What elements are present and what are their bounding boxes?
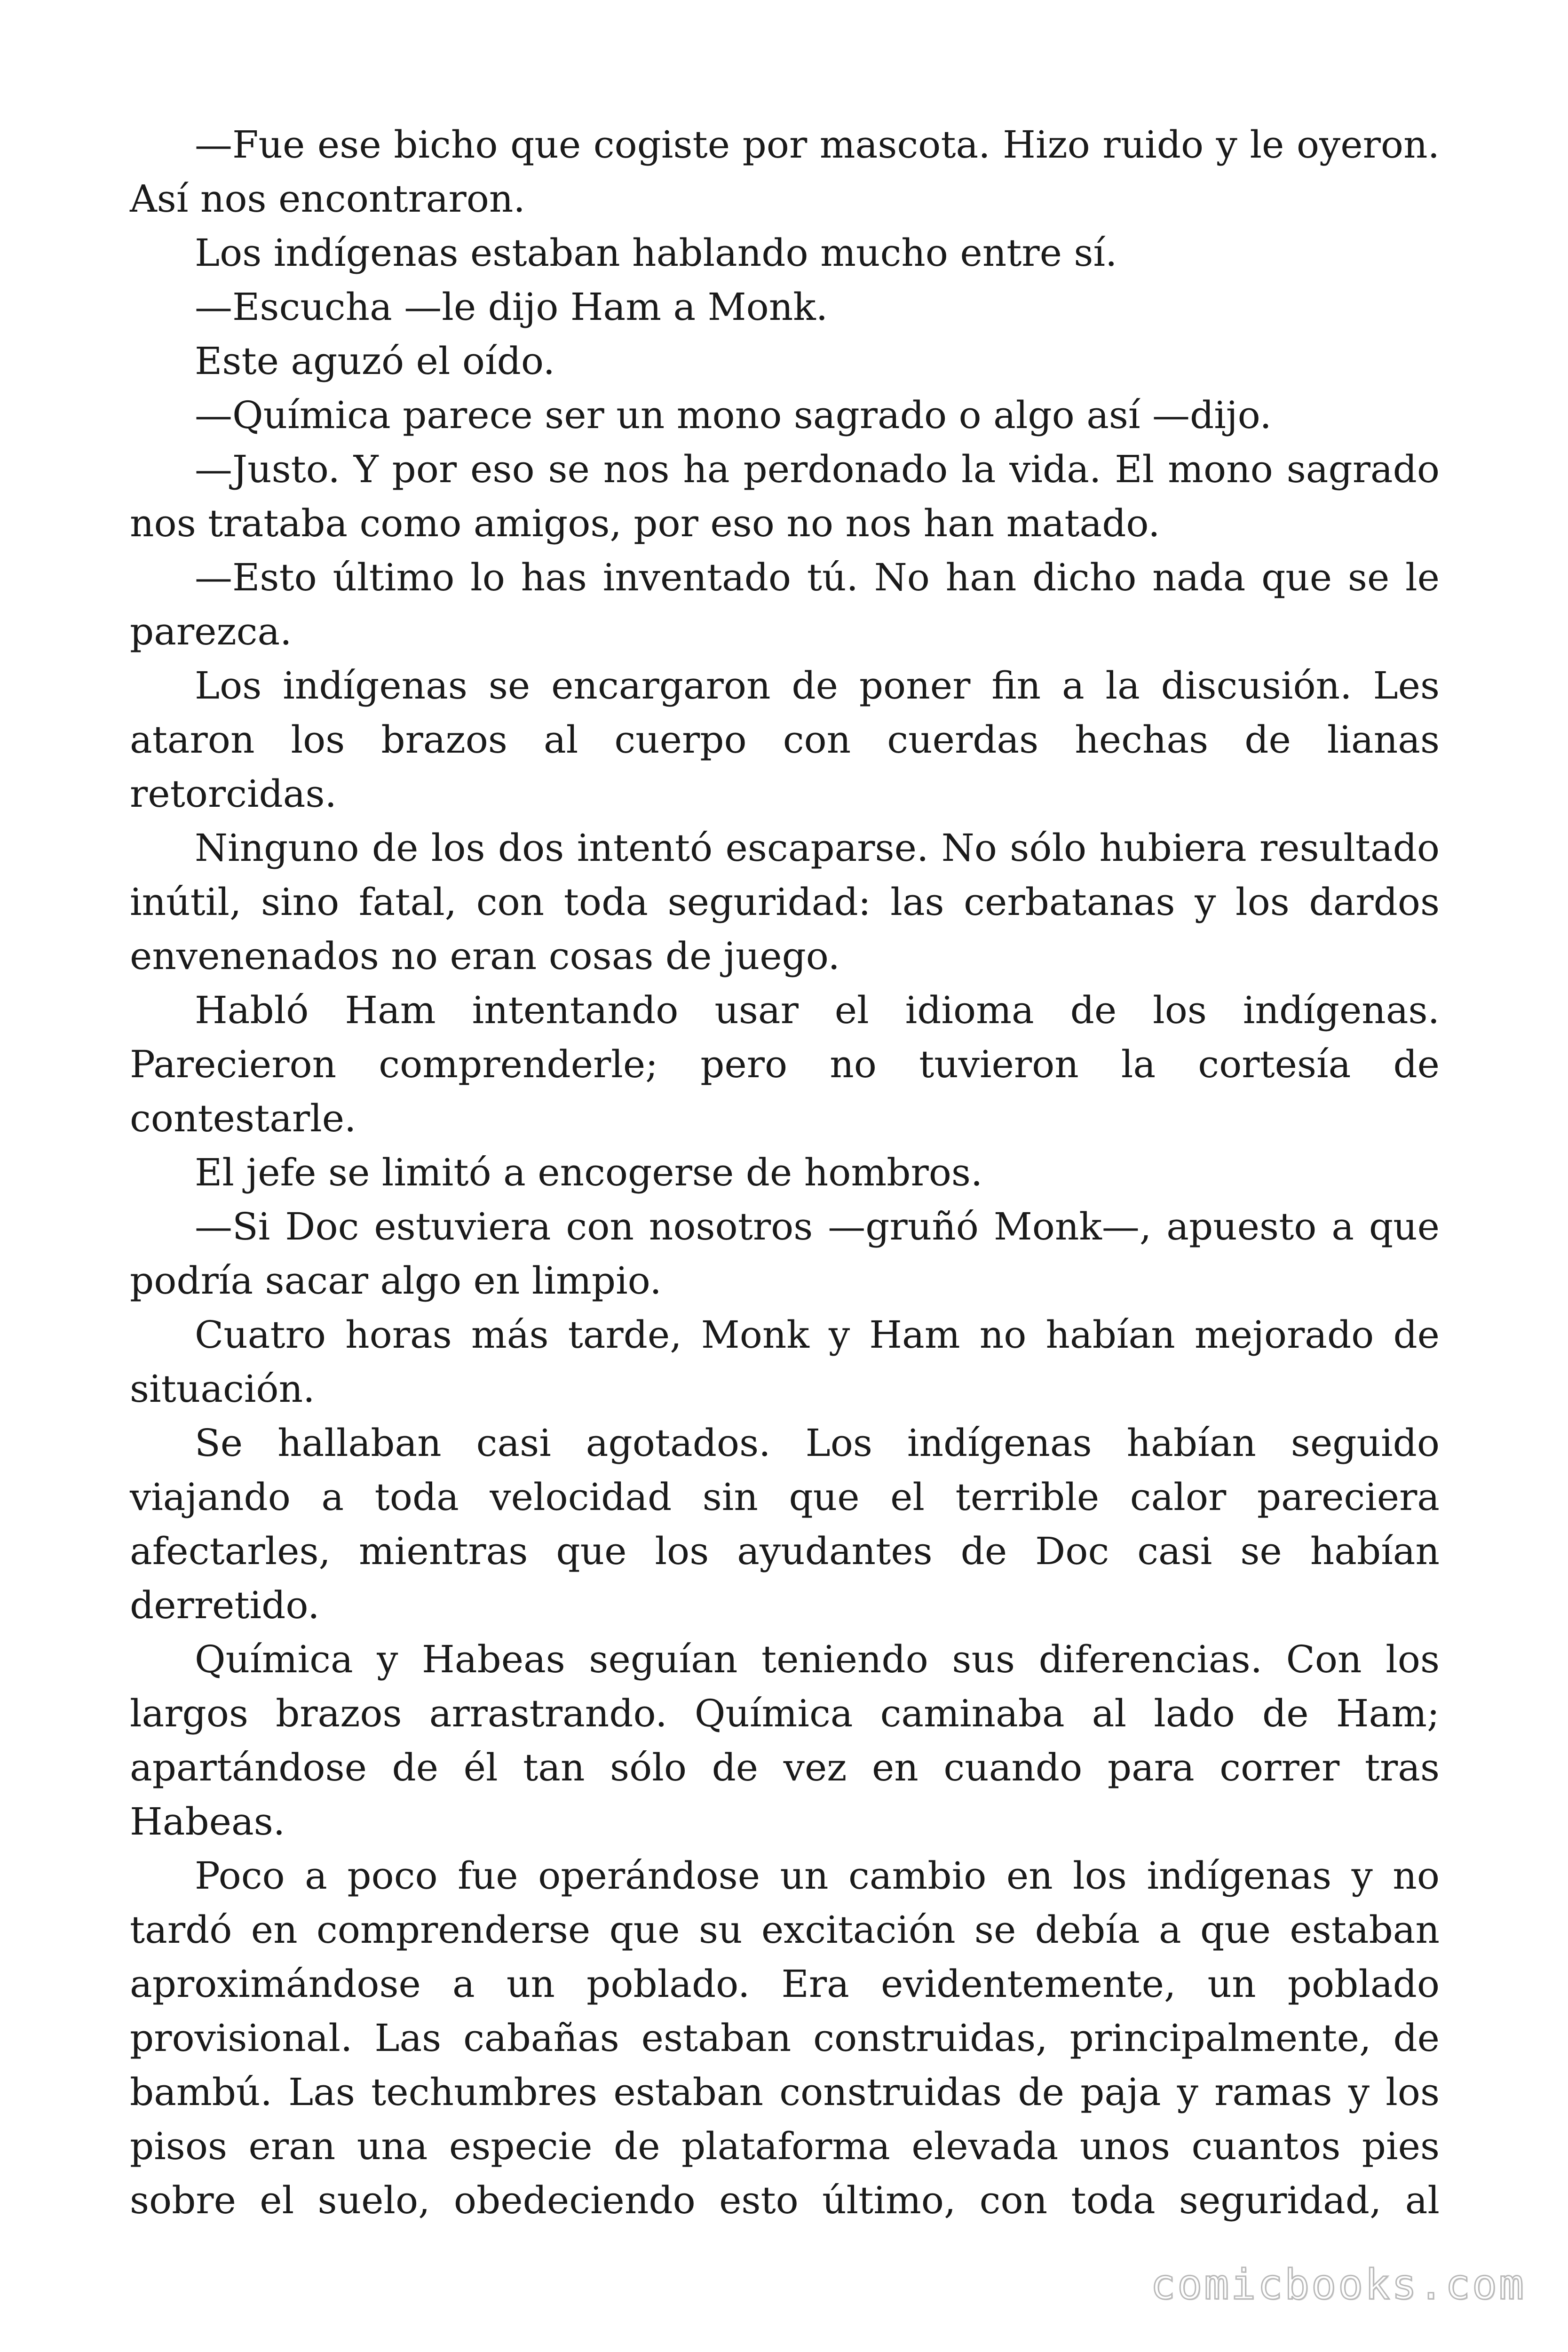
paragraph: —Química parece ser un mono sagrado o algo así —dijo. xyxy=(195,393,1272,437)
paragraph: —Escucha —le dijo Ham a Monk. xyxy=(195,285,828,329)
paragraph: Se hallaban casi agotados. Los indígenas habían seguido viajando a toda velocidad sin que el terrible calor pareciera afectarles, mientras que los ayudantes de Doc casi se habían derretido. xyxy=(130,1421,1440,1627)
paragraph: —Justo. Y por eso se nos ha perdonado la vida. El mono sagrado nos trataba como amigos, por eso no nos han matado. xyxy=(130,447,1440,545)
paragraph: —Si Doc estuviera con nosotros —gruñó Monk—, apuesto a que podría sacar algo en limpio. xyxy=(130,1205,1440,1303)
paragraph: Ninguno de los dos intentó escaparse. No sólo hubiera resultado inútil, sino fatal, con toda seguridad: las cerbatanas y los dardos envenenados no eran cosas de juego. xyxy=(130,826,1440,978)
paragraph: Los indígenas estaban hablando mucho entre sí. xyxy=(195,231,1117,275)
paragraph: Cuatro horas más tarde, Monk y Ham no habían mejorado de situación. xyxy=(130,1313,1440,1411)
paragraph: —Esto último lo has inventado tú. No han dicho nada que se le parezca. xyxy=(130,556,1440,653)
paragraph: Habló Ham intentando usar el idioma de los indígenas. Parecieron comprenderle; pero no tuvieron la cortesía de contestarle. xyxy=(130,988,1440,1140)
body-text xyxy=(130,118,1440,2227)
paragraph: El jefe se limitó a encogerse de hombros. xyxy=(195,1151,983,1194)
paragraph: Química y Habeas seguían teniendo sus diferencias. Con los largos brazos arrastrando. Química caminaba al lado de Ham; apartándose de él tan sólo de vez en cuando para correr tras Habeas. xyxy=(130,1637,1440,1843)
paragraph: Este aguzó el oído. xyxy=(195,339,555,383)
paragraph: Los indígenas se encargaron de poner fin a la discusión. Les ataron los brazos al cuerpo con cuerdas hechas de lianas retorcidas. xyxy=(130,664,1440,816)
paragraph-last: Poco a poco fue operándose un cambio en los indígenas y no tardó en comprenderse que su excitación se debía a que estaban aproximándose a un poblado. Era evidentemente, un poblado provisional. Las cabañas estaban construidas, principalmente, de bambú. Las techumbres estaban construidas de paja y ramas y los pisos eran una especie de plataforma elevada unos cuantos pies sobre el suelo, obedeciendo esto último, con toda seguridad, al xyxy=(130,1854,1440,2222)
paragraph: —Fue ese bicho que cogiste por mascota. Hizo ruido y le oyeron. Así nos encontraron. xyxy=(130,123,1440,221)
watermark: comicbooks.com xyxy=(1150,2260,1526,2309)
